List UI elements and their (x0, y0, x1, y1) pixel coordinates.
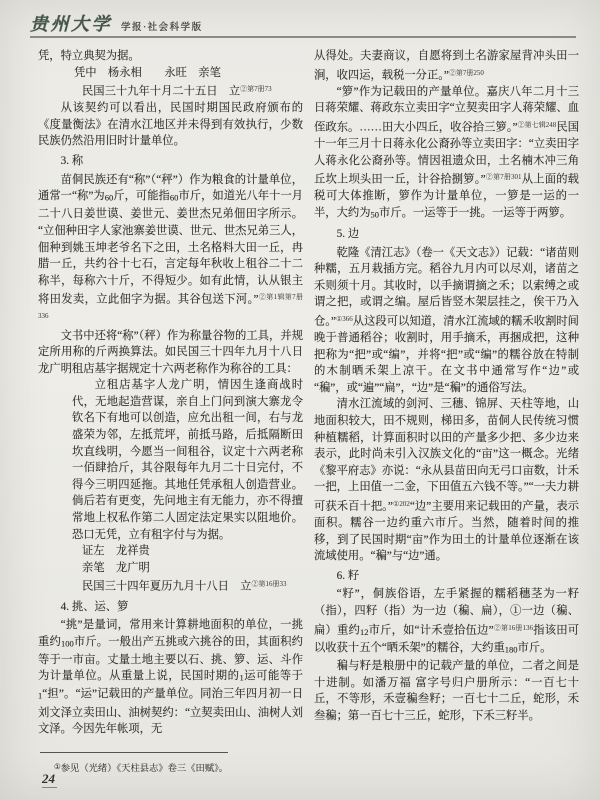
text-run: 立租店基字人龙广明，情因生逢商战时代，无地起造营谋，亲自上门问到演大寨龙令钦名下有地可以创造，应允出租一间，右与龙盛荣为邻，左抵荒坪，前抵马路，后抵隔断田坎直线明，今愿当一间租谷，议定十六两老称一佰肆拾斤，其谷限每年九月二十日完付，不得今三明四延拖。其地任凭承租人创造营业。倘后若有更变，先问地主有无能力，亦不得擅常地上权私作第二人固定法定果实以阻地价。恐口无凭，立有租字付与为据。 (72, 379, 303, 541)
text-run: 从该契约可以看出，民国时期国民政府颁布的《度量衡法》在清水江地区并未得到有效执行，少数民族仍然沿用旧时计量单位。 (38, 102, 303, 148)
citation-marker: ②第1辑第7册336 (38, 293, 303, 321)
numeral: 60 (104, 192, 114, 203)
text-run: 市斤，如“计禾壹拾伍边” (368, 624, 494, 637)
footnote-marker: ① (54, 762, 61, 771)
text-run: 市斤。一运等于一挑。一运等于两箩。 (379, 206, 572, 219)
text-run: 民国三十四年夏历九月十八日 立 (82, 580, 252, 593)
citation-marker: ②第七辑248 (517, 120, 557, 129)
journal-brand: 贵州大学 (30, 14, 112, 34)
signature-date-line (82, 81, 303, 100)
footnote (54, 760, 228, 774)
paragraph (314, 245, 579, 397)
section-heading (38, 599, 303, 616)
footnote-text: 参见（光绪）《天柱县志》卷三《田赋》。 (60, 764, 229, 774)
text-run: “担”。“运”记载田的产量单位。同治三年四月初一日刘文泽立卖田山、油树契约：“立契卖田山、油树人刘文泽。今因先年帐项，无 (38, 688, 303, 736)
paragraph (38, 172, 303, 328)
text-run: 3. 称 (60, 155, 84, 168)
paragraph (314, 396, 579, 564)
paragraph (38, 328, 303, 378)
text-run: 民国三十九年十月二十五日 立 (82, 85, 241, 98)
page-header (30, 10, 203, 36)
text-columns (38, 48, 579, 738)
journal-subtitle: 学报·社会科学版 (121, 23, 203, 33)
text-run: 苗侗民族还有“称”（“秤”）作为粮食的计量单位，通常一“称”为 (38, 173, 303, 203)
paragraph (314, 658, 579, 724)
quote-block (72, 377, 303, 543)
text-run: 稨与籽是粮册中的记载产量的单位，二者之间是十进制。如潘万福 富字号归户册所示：“一百七十丘，不等形，禾壹稨叁籽；一百七十二丘，蛇形，禾叁稨；第一百七十三丘，蛇形，下禾三籽半。 (314, 660, 579, 723)
text-run: 斤，可能指 (113, 190, 170, 203)
signature-line (74, 65, 303, 82)
text-run: 清水江流域的剑河、三穗、锦屏、天柱等地，山地面积较大，田不规则，梯田多，苗侗人民传统习惯种植糯稻，计算面积时以田的产量多少把、多少边来表示，此时尚未引入汉族文化的“亩”这一概念。光绪《黎平府志》亦说：“永从县苗田向无弓口亩数，计禾一把，上田值一二金，下田值五六钱不等。”“一夫力耕可获禾百十把。” (314, 398, 579, 513)
text-run: 6. 籽 (336, 569, 360, 582)
citation-marker: ②第16册33 (251, 580, 287, 589)
citation-marker: ②第16册136 (493, 623, 534, 632)
section-heading (314, 226, 579, 243)
paragraph (314, 586, 579, 658)
numeral: 180 (504, 644, 518, 655)
text-run: 民国十一年三月十日蒋永化公裔孙等立卖田字：“立卖田字人蒋永化公裔孙等。情因祖遗众田，土名楠木冲三角丘坎上坝头田一丘，计谷拾捌箩。” (314, 121, 579, 186)
numeral: 12 (359, 626, 369, 637)
text-run: 从这段可以知道，清水江流域的糯禾收割时间晚于普通稻谷；收割时，用手摘禾，再捆成把，这种把称为“把”或“编”，并将“把”或“编”的糯谷放在特制的木制晒禾架上凉干。在文书中通常写作“边”或“稨”，或“遍”“扁”，“边”是“稨”的通俗写法。 (314, 315, 579, 394)
text-block (38, 48, 303, 65)
section-heading (38, 153, 303, 170)
citation-marker: ②第7册301 (485, 173, 522, 182)
numeral: 50 (370, 209, 379, 220)
numeral: 1 (38, 690, 43, 701)
citation-marker: ①202 (392, 499, 410, 508)
numeral: 100 (60, 638, 74, 649)
section-heading (314, 568, 579, 585)
footnote-rule (40, 752, 228, 753)
text-run: 亲笔 龙广明 (82, 561, 150, 574)
numeral: 60 (169, 192, 179, 203)
text-run: 市斤。 (517, 642, 552, 655)
text-run: “籽”，侗族俗语，左手紧握的糯稻穗茎为一籽（指），四籽（指）为一边（稨、扁），①一边（稨、扁）重约 (314, 588, 579, 637)
text-run: 指该田可以收获十五个“晒禾架”的糯谷，大约重 (314, 624, 579, 655)
quote-signature-line (82, 560, 303, 577)
paragraph (38, 617, 303, 738)
text-run: 凭，特立典契为据。 (38, 50, 140, 62)
column-left (38, 48, 303, 738)
text-run: 凭中 杨永相 永旺 亲笔 (74, 66, 221, 79)
text-run: “边”主要用来记载田的产量，表示面积。糯谷一边约重六市斤。当然，随着时间的推移，到了民国时期“亩”作为田土的计量单位逐渐在该流域使用。“稨”与“边”通。 (314, 500, 580, 563)
text-run: 运可能等于 (243, 670, 303, 683)
text-run: 从得处。夫妻商议，自愿将到土名游家屋背冲头田一涧，收四运，载税一分正。” (314, 50, 579, 82)
header-rule (30, 36, 576, 38)
text-block (314, 48, 579, 84)
text-run: 文书中还将“称”（秤）作为称量谷物的工具，并规定所用称的斤两换算法。如民国三十四年九月十八日龙广明租店基字据规定十六两老称作为称谷的工具： (38, 329, 303, 375)
text-run: 乾隆《清江志》（卷一《天文志》）记载：“诸苗则种糯，五月栽插方完。稻谷九月内可以尽刈，诸苗之禾则须十月。其收时，以手摘谓摘之禾；以索缚之或谓之把，或谓之编。屋后皆竖木架层挂之，俟干乃入仓。” (314, 246, 579, 328)
quote-signature-line (82, 543, 303, 560)
paragraph (38, 100, 303, 150)
text-run: 证左 龙祥贵 (82, 545, 150, 558)
text-run: “箩”作为记载田的产量单位。嘉庆八年二月十三日蒋荣耀、蒋政东立卖田字“立契卖田字人蒋荣耀、血侄政东。……田大小四丘，收谷拾三箩。” (314, 85, 579, 134)
text-run: 4. 挑、运、箩 (60, 600, 129, 613)
page-number: 24 (42, 771, 55, 786)
text-run: 从上面的载税可大体推断，箩作为计量单位，一箩是一运的一半，大约为 (314, 173, 579, 219)
column-right (314, 48, 579, 738)
citation-marker: ①366 (335, 314, 353, 323)
text-run: 市斤。一般出产五挑或六挑谷的田，其面积约等于一市亩。丈量土地主要以石、挑、箩、运、斗作为计量单位。从重量上说，民国时期的 (38, 635, 303, 683)
numeral: 1 (239, 672, 244, 683)
citation-marker: ②第7册73 (240, 85, 272, 94)
text-run: “挑”是量词，常用来计算耕地面积的单位，一挑重约 (38, 619, 303, 648)
quote-signature-line (82, 576, 303, 595)
text-run: 市斤，如道光八年十一月二十八日姜世谟、姜世元、姜世杰兄弟佃田字所示。“立佃种田字人家池寨姜世谟、世元、世杰兄弟三人，佃种到姚玉坤老爷名下之田，土名格料大田一丘，冉腊一丘，共约谷十七石，言定每年秋收上租谷二十二称半，每称六十斤，不得短少。如有此情，认从银主将田发卖，立此佃字为据。其谷包送下河。” (38, 190, 303, 306)
paragraph (314, 84, 579, 223)
text-run: 5. 边 (336, 227, 360, 240)
citation-marker: ②第7册250 (448, 68, 484, 77)
